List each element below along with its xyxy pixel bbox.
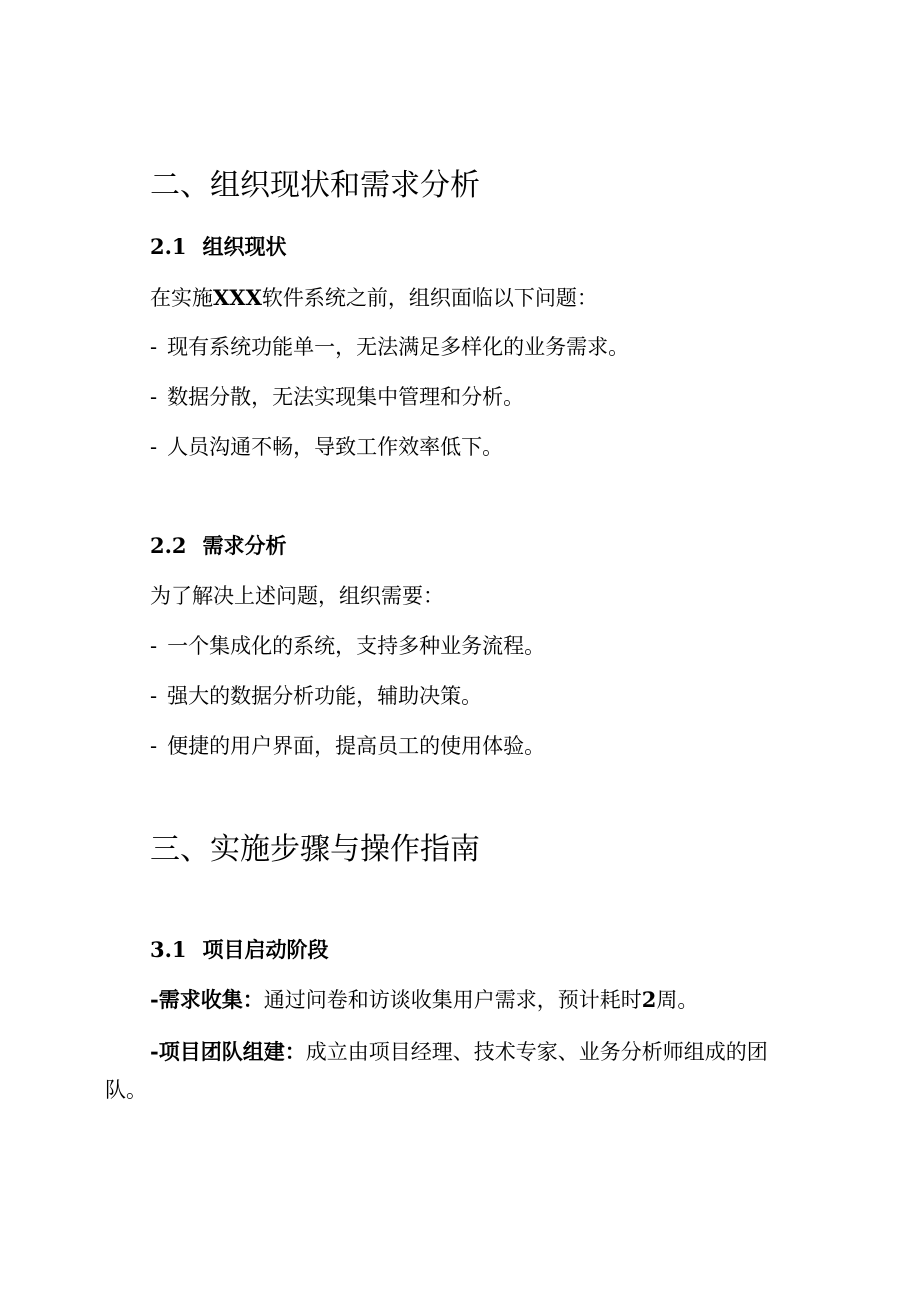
list-item [150, 337, 629, 358]
list-item [150, 686, 482, 707]
bold-lead: -需求收集： [150, 987, 264, 1012]
paragraph-text: 在实施 [150, 286, 213, 310]
subsection-heading [150, 236, 287, 257]
subsection-heading [150, 535, 287, 556]
subsection-title: 需求分析 [202, 533, 287, 558]
bullet-dash: - [150, 335, 158, 359]
bold-text: 2 [641, 987, 657, 1012]
paragraph [150, 287, 598, 309]
list-item [150, 736, 545, 757]
paragraph-text: 软件系统之前，组织面临以下问题： [261, 286, 598, 310]
subsection-title: 项目启动阶段 [202, 937, 329, 962]
list-item-text: 强大的数据分析功能，辅助决策。 [167, 684, 483, 708]
bold-lead: -项目团队组建： [150, 1039, 306, 1064]
subsection-heading [150, 939, 329, 960]
bold-text: XXX [213, 285, 262, 310]
bullet-dash: - [150, 734, 158, 758]
section-heading: 三、实施步骤与操作指南 [150, 832, 480, 867]
paragraph-text: 周。 [656, 988, 699, 1012]
section-heading: 二、组织现状和需求分析 [150, 168, 480, 203]
subsection-number: 2.1 [150, 234, 187, 259]
paragraph [150, 989, 698, 1011]
subsection-number: 2.2 [150, 533, 187, 558]
list-item [150, 636, 545, 657]
bullet-dash: - [150, 684, 158, 708]
bullet-dash: - [150, 634, 158, 658]
list-item-text: 人员沟通不畅，导致工作效率低下。 [167, 435, 504, 459]
paragraph-text: 通过问卷和访谈收集用户需求，预计耗时 [263, 988, 642, 1012]
bullet-dash: - [150, 385, 158, 409]
list-item-text: 一个集成化的系统，支持多种业务流程。 [167, 634, 546, 658]
paragraph-text: 成立由项目经理、技术专家、业务分析师组成的团队。 [105, 1040, 768, 1102]
subsection-number: 3.1 [150, 937, 187, 962]
paragraph [105, 1033, 805, 1109]
list-item [150, 437, 503, 458]
list-item [150, 387, 524, 408]
subsection-title: 组织现状 [202, 234, 287, 259]
list-item-text: 现有系统功能单一，无法满足多样化的业务需求。 [167, 335, 630, 359]
paragraph: 为了解决上述问题，组织需要： [150, 584, 444, 608]
list-item-text: 便捷的用户界面，提高员工的使用体验。 [167, 734, 546, 758]
bullet-dash: - [150, 435, 158, 459]
list-item-text: 数据分散，无法实现集中管理和分析。 [167, 385, 525, 409]
